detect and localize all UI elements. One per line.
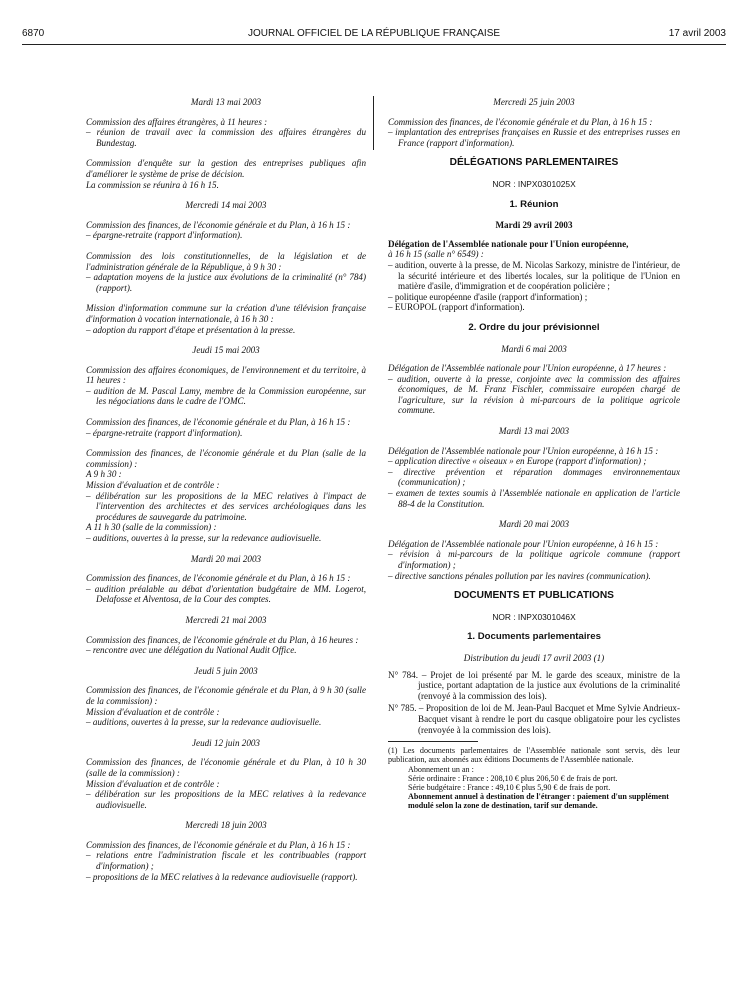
agenda-item: – directive prévention et réparation dommages environnementaux (communication) ; [388, 466, 680, 488]
agenda-item: – relations entre l'administration fiscale et les contribuables (rapport d'information) ; [86, 850, 366, 872]
document-entry: N° 784. – Projet de loi présenté par M. le garde des sceaux, ministre de la justice, portant adaptation de la justice aux évolutions de la criminalité (renvoyé à la commission des lois). [388, 669, 680, 701]
agenda-item: – adoption du rapport d'étape et présentation à la presse. [86, 324, 296, 335]
session-text: Commission des affaires étrangères, à 11 heures : [86, 116, 268, 127]
agenda-item: – épargne-retraite (rapport d'information). [86, 230, 243, 241]
session-text: Commission des finances, de l'économie générale et du Plan, à 16 h 15 : [86, 417, 351, 428]
agenda-item: – délibération sur les propositions de la MEC relatives à la redevance audiovisuelle. [86, 789, 366, 810]
agenda-item: – application directive « oiseaux » en Europe (rapport d'information) ; [388, 456, 647, 467]
section-heading: DOCUMENTS ET PUBLICATIONS [454, 590, 614, 602]
agenda-block [86, 573, 366, 605]
date-heading: Mercredi 14 mai 2003 [185, 200, 267, 211]
agenda-block [86, 220, 366, 241]
date-heading: Mercredi 21 mai 2003 [185, 614, 267, 625]
agenda-block [86, 158, 366, 190]
document-entry: N° 785. – Proposition de loi de M. Jean-Paul Bacquet et Mme Sylvie Andrieux-Bacquet visant à rendre le port du casque obligatoire pour les cyclistes (renvoyée à la commission des lois). [388, 703, 680, 735]
agenda-block [86, 840, 366, 882]
agenda-item: – réunion de travail avec la commission des affaires étrangères du Bundestag. [86, 127, 366, 148]
session-text: La commission se réunira à 16 h 15. [86, 179, 219, 190]
agenda-block [86, 448, 366, 543]
session-text: Commission des finances, de l'économie générale et du Plan, à 16 h 15 : [86, 839, 351, 850]
session-text: Commission des finances, de l'économie générale et du Plan (salle de la commission) : [86, 448, 366, 469]
session-text: Commission des finances, de l'économie générale et du Plan, à 9 h 30 (salle de la commission) : [86, 685, 366, 706]
agenda-block [86, 365, 366, 407]
date-heading: Mardi 20 mai 2003 [498, 519, 570, 530]
nor-reference: NOR : INPX0301046X [492, 611, 576, 622]
session-text: A 9 h 30 : [86, 469, 122, 480]
left-column [86, 97, 366, 892]
agenda-block [388, 539, 680, 581]
agenda-block [388, 117, 680, 149]
date-heading: Jeudi 5 juin 2003 [194, 665, 258, 676]
date-heading: Mardi 13 mai 2003 [190, 97, 262, 107]
subsection-heading: 1. Réunion [509, 198, 559, 210]
agenda-block [388, 446, 680, 510]
agenda-block [86, 117, 366, 149]
agenda-block [388, 239, 680, 313]
agenda-item: – audition préalable au débat d'orientation budgétaire de MM. Logerot, Delafosse et Alventosa, de la Cour des comptes. [86, 583, 366, 605]
right-column [388, 97, 680, 811]
delegation-name: Délégation de l'Assemblée nationale pour l'Union européenne, [388, 238, 629, 249]
session-text: Mission d'évaluation et de contrôle : [86, 706, 220, 717]
session-text: Délégation de l'Assemblée nationale pour l'Union européenne, à 17 heures : [388, 363, 667, 374]
footnote-line: Abonnement un an : [408, 764, 474, 774]
date-heading: Mardi 13 mai 2003 [498, 426, 570, 437]
session-text: Commission des finances, de l'économie générale et du Plan, à 16 h 15 : [86, 219, 351, 230]
agenda-item: – auditions, ouvertes à la presse, sur la redevance audiovisuelle. [86, 533, 322, 543]
date-heading: Mardi 20 mai 2003 [190, 553, 262, 564]
meeting-date: Mardi 29 avril 2003 [495, 220, 573, 231]
agenda-item: – épargne-retraite (rapport d'information). [86, 427, 243, 438]
distribution-date: Distribution du jeudi 17 avril 2003 (1) [463, 652, 605, 663]
footnote-line: Abonnement annuel à destination de l'étranger : paiement d'un supplément modulé selon la zone de destination, tarif sur demande. [408, 792, 669, 811]
footnote: (1) Les documents parlementaires de l'Assemblée nationale sont servis, dès leur publication, aux abonnés aux éditions Documents de l'Assemblée nationale. [388, 746, 680, 765]
agenda-item: – audition de M. Pascal Lamy, membre de la Commission européenne, sur les négociations dans le cadre de l'OMC. [86, 385, 366, 407]
agenda-item: – propositions de la MEC relatives à la redevance audiovisuelle (rapport). [86, 871, 358, 882]
agenda-item: – révision à mi-parcours de la politique agricole commune (rapport d'information) ; [388, 549, 680, 570]
header-divider [22, 44, 726, 45]
subsection-heading: 2. Ordre du jour prévisionnel [468, 321, 600, 333]
session-text: Commission des finances, de l'économie générale et du Plan, à 16 heures : [86, 634, 359, 645]
session-text: Commission des finances, de l'économie générale et du Plan, à 16 h 15 : [388, 116, 653, 127]
date-heading: Mercredi 25 juin 2003 [493, 97, 575, 107]
footnote-line: Série ordinaire : France : 208,10 € plus 206,50 € de frais de port. [408, 773, 618, 783]
agenda-item: – rencontre avec une délégation du National Audit Office. [86, 645, 297, 656]
column-divider [373, 96, 374, 150]
session-text: Commission des affaires économiques, de l'environnement et du territoire, à 11 heures : [86, 364, 366, 386]
date-heading: Mercredi 18 juin 2003 [185, 820, 267, 831]
session-text: Délégation de l'Assemblée nationale pour l'Union européenne, à 16 h 15 : [388, 445, 659, 456]
journal-title: JOURNAL OFFICIEL DE LA RÉPUBLIQUE FRANÇAISE [247, 28, 501, 39]
agenda-item: – implantation des entreprises françaises en Russie et des entreprises russes en France (rapport d'information). [388, 127, 680, 148]
session-text: à 16 h 15 (salle n° 6549) : [388, 249, 484, 260]
date-heading: Mardi 6 mai 2003 [501, 343, 567, 354]
agenda-item: – audition, ouverte à la presse, de M. Nicolas Sarkozy, ministre de l'intérieur, de la sécurité intérieure et des libertés locales, sur la politique de l'Union en matière d'asile, d'immigration et de coopération policière ; [388, 259, 680, 292]
session-text: A 11 h 30 (salle de la commission) : [86, 522, 217, 533]
agenda-item: – adaptation moyens de la justice aux évolutions de la criminalité (n° 784) (rapport). [86, 272, 366, 293]
session-text: Commission des lois constitutionnelles, de la législation et de l'administration générale de la République, à 9 h 30 : [86, 250, 366, 272]
date-heading: Jeudi 15 mai 2003 [192, 345, 260, 356]
agenda-item: – auditions, ouvertes à la presse, sur la redevance audiovisuelle. [86, 717, 322, 728]
session-text: Mission d'évaluation et de contrôle : [86, 778, 220, 789]
agenda-block [86, 635, 366, 656]
agenda-item: – politique européenne d'asile (rapport d'information) ; [388, 291, 588, 302]
session-text: Commission des finances, de l'économie générale et du Plan, à 10 h 30 (salle de la commission) : [86, 757, 366, 778]
subsection-heading: 1. Documents parlementaires [467, 631, 601, 643]
agenda-block [388, 363, 680, 416]
date-heading: Jeudi 12 juin 2003 [192, 737, 260, 748]
agenda-item: – directive sanctions pénales pollution par les navires (communication). [388, 570, 651, 581]
agenda-block [86, 251, 366, 293]
agenda-item: – audition, ouverte à la presse, conjointe avec la commission des affaires économiques, de M. Franz Fischler, commissaire européen chargé de l'agriculture, sur la révision à mi-parcours de la politique agricole commune. [388, 373, 680, 416]
nor-reference: NOR : INPX0301025X [492, 178, 576, 189]
agenda-item: – EUROPOL (rapport d'information). [388, 302, 525, 313]
agenda-block [86, 685, 366, 727]
session-text: Commission des finances, de l'économie générale et du Plan, à 16 h 15 : [86, 573, 351, 584]
agenda-item: – examen de textes soumis à l'Assemblée nationale en application de l'article 88-4 de la Constitution. [388, 488, 680, 509]
page-number: 6870 [22, 28, 45, 39]
footnote-divider [388, 741, 478, 742]
session-text: Commission d'enquête sur la gestion des entreprises publiques afin d'améliorer le système de prise de décision. [86, 158, 366, 179]
agenda-block [86, 757, 366, 810]
session-text: Délégation de l'Assemblée nationale pour l'Union européenne, à 16 h 15 : [388, 538, 659, 549]
session-text: Mission d'information commune sur la création d'une télévision française d'information à vocation internationale, à 16 h 30 : [86, 303, 366, 324]
section-heading: DÉLÉGATIONS PARLEMENTAIRES [449, 157, 619, 169]
agenda-item: – délibération sur les propositions de la MEC relatives à l'impact de l'intervention des architectes et des services archéologiques dans les procédures de sauvegarde du patrimoine. [86, 490, 366, 522]
agenda-block [86, 303, 366, 335]
agenda-block [86, 417, 366, 438]
page-header [22, 28, 726, 44]
issue-date: 17 avril 2003 [668, 28, 726, 39]
footnote-line: Série budgétaire : France : 49,10 € plus 5,90 € de frais de port. [408, 782, 611, 792]
session-text: Mission d'évaluation et de contrôle : [86, 480, 220, 491]
